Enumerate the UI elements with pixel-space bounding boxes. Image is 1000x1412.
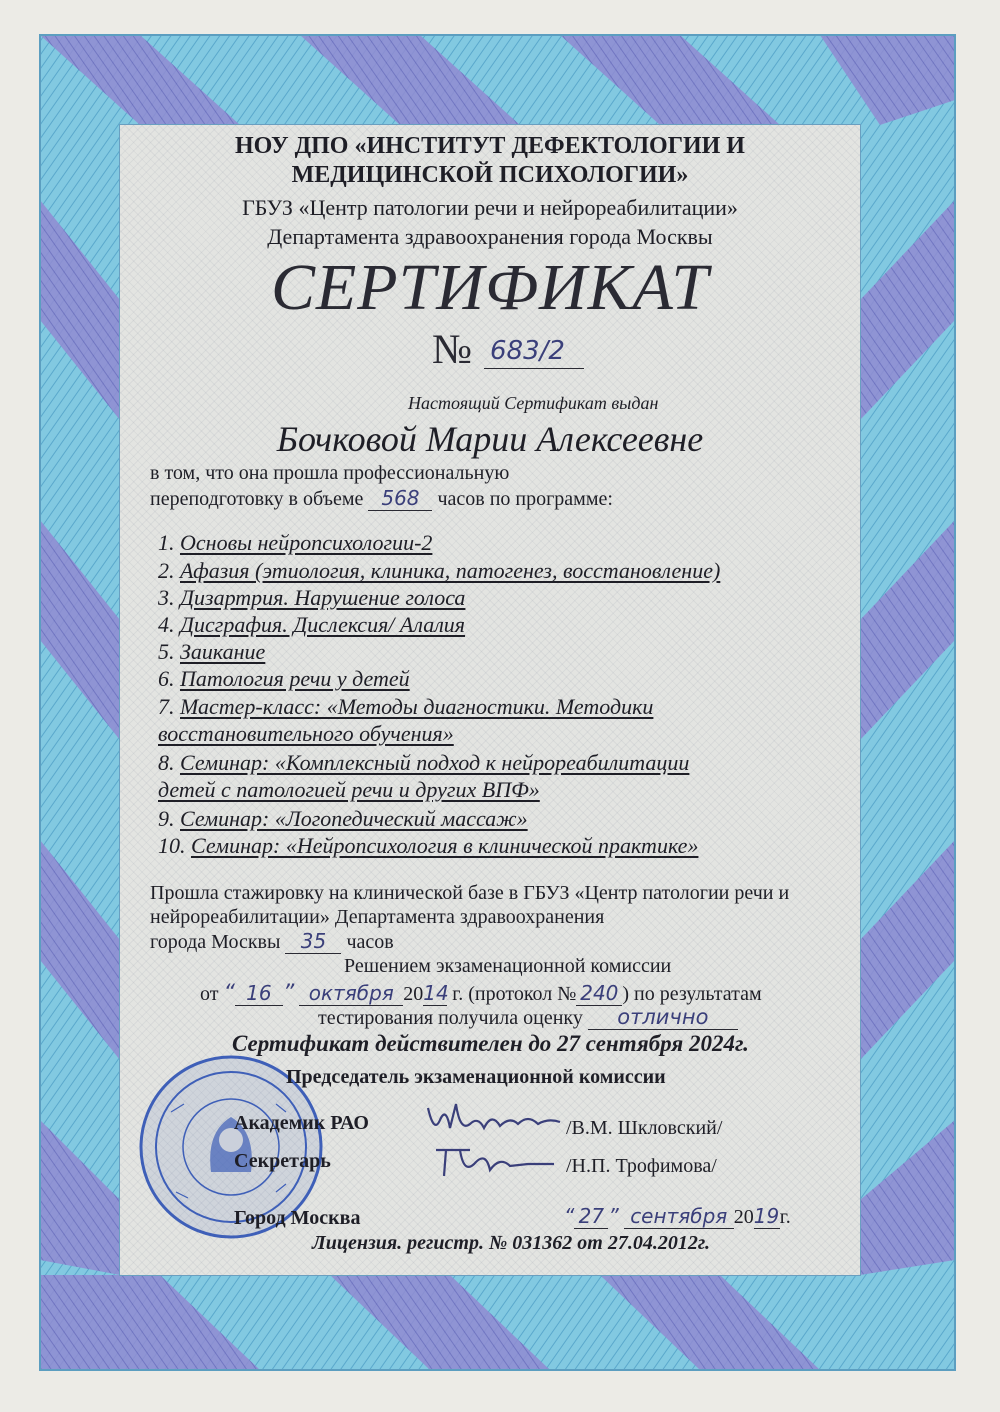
program-item-text: Заикание (180, 639, 266, 664)
program-item-text: Семинар: «Комплексный подход к нейрореабилитации (180, 750, 690, 775)
internship-after-hours: часов (346, 931, 394, 953)
program-item-number: 6. (158, 666, 175, 691)
program-item-text: Дизартрия. Нарушение голоса (180, 585, 466, 610)
exam-close-quote: ” (282, 981, 295, 1006)
program-item-number: 3. (158, 585, 175, 610)
program-item-text: детей с патологией речи и других ВПФ» (158, 777, 540, 802)
program-item-8-cont (158, 777, 540, 803)
program-item-number: 2. (158, 558, 175, 583)
exam-line-1: Решением экзаменационной комиссии (344, 955, 672, 977)
issue-date-open-quote: “ (564, 1204, 575, 1228)
intro-after-hours: часов по программе: (437, 488, 613, 510)
program-item-6 (158, 666, 410, 692)
program-item-4 (158, 612, 465, 638)
signer-name-chairman: /В.М. Шкловский/ (566, 1117, 723, 1139)
program-item-number: 5. (158, 639, 175, 664)
org-line-3: ГБУЗ «Центр патологии речи и нейрореабилитации» (242, 195, 738, 220)
exam-line-2 (200, 981, 762, 1006)
page-title: СЕРТИФИКАТ (270, 251, 710, 324)
program-item-7-cont (158, 721, 454, 747)
exam-grade: отлично (588, 1005, 738, 1030)
org-line-2: МЕДИЦИНСКОЙ ПСИХОЛОГИИ» (291, 162, 689, 188)
issue-date-close-quote: ” (608, 1204, 619, 1228)
program-item-number: 7. (158, 694, 175, 719)
recipient-name: Бочковой Марии Алексеевне (276, 419, 704, 459)
issue-date-month: сентября (624, 1204, 734, 1229)
program-item-text: Основы нейропсихологии-2 (180, 530, 433, 555)
intro-line-2 (150, 486, 613, 511)
exam-day: 16 (235, 981, 283, 1006)
program-item-text: Мастер-класс: «Методы диагностики. Методики (180, 694, 654, 719)
internship-hours: 35 (285, 929, 341, 954)
program-item-8 (158, 750, 689, 776)
signer-role-academician: Академик РАО (234, 1112, 369, 1134)
org-line-1: НОУ ДПО «ИНСТИТУТ ДЕФЕКТОЛОГИИ И (235, 133, 745, 159)
org-line-4: Департамента здравоохранения города Москвы (267, 224, 713, 249)
program-item-number: 1. (158, 530, 175, 555)
program-item-number: 4. (158, 612, 175, 637)
exam-protocol-label: г. (протокол № (452, 983, 577, 1005)
program-item-number: 9. (158, 806, 175, 831)
program-item-text: Семинар: «Нейропсихология в клинической практике» (191, 833, 699, 858)
exam-year-suffix: 14 (423, 981, 449, 1005)
exam-month: октября (299, 981, 403, 1006)
program-item-number: 10. (158, 833, 186, 858)
issue-date-g: г. (779, 1206, 791, 1228)
program-item-text: Афазия (этиология, клиника, патогенез, восстановление) (180, 558, 721, 583)
secretary-signature (430, 1142, 560, 1182)
program-item-5 (158, 639, 265, 665)
issue-date-year-suffix: 19 (753, 1204, 780, 1228)
intro-before-hours: переподготовку в объеме (150, 488, 364, 510)
chairman-label: Председатель экзаменационной комиссии (286, 1066, 666, 1088)
number-sign: № (432, 327, 473, 373)
program-item-text: Патология речи у детей (180, 666, 410, 691)
program-item-9 (158, 806, 528, 832)
exam-year-prefix: 20 (403, 983, 424, 1005)
program-item-text: восстановительного обучения» (158, 721, 454, 746)
signer-name-secretary: /Н.П. Трофимова/ (566, 1155, 717, 1177)
intro-line-1: в том, что она прошла профессиональную (150, 462, 510, 484)
exam-open-quote: “ (223, 981, 235, 1006)
program-item-1 (158, 530, 432, 556)
exam-grade-label: тестирования получила оценку (318, 1007, 583, 1029)
exam-line-3 (318, 1005, 738, 1030)
city: Город Москва (234, 1207, 361, 1229)
program-item-text: Семинар: «Логопедический массаж» (180, 806, 528, 831)
program-hours: 568 (368, 486, 432, 511)
signer-role-secretary: Секретарь (234, 1150, 331, 1172)
number-underline (484, 368, 584, 369)
program-item-number: 8. (158, 750, 175, 775)
issue-date-year-prefix: 20 (733, 1206, 754, 1228)
program-item-7 (158, 694, 653, 720)
program-item-3 (158, 585, 465, 611)
chairman-signature (420, 1098, 570, 1144)
program-item-text: Дисграфия. Дислексия/ Алалия (180, 612, 466, 637)
internship-before-hours: города Москвы (150, 931, 281, 953)
issued-label: Настоящий Сертификат выдан (408, 393, 659, 413)
internship-line-3 (150, 929, 394, 954)
issue-date (564, 1204, 791, 1229)
issue-date-day: 27 (574, 1204, 608, 1229)
exam-after-label: ) по результатам (622, 983, 762, 1005)
program-item-10 (158, 833, 698, 859)
certificate-number: 683/2 (490, 336, 565, 366)
validity-text: Сертификат действителен до 27 сентября 2024г. (232, 1031, 749, 1056)
program-item-2 (158, 558, 720, 584)
license-text: Лицензия. регистр. № 031362 от 27.04.2012г. (312, 1232, 710, 1254)
exam-protocol-number: 240 (576, 981, 622, 1006)
internship-line-2: нейрореабилитации» Департамента здравоохранения (150, 906, 605, 928)
internship-line-1: Прошла стажировку на клинической базе в ГБУЗ «Центр патологии речи и (150, 882, 790, 904)
exam-from-label: от (200, 983, 219, 1005)
